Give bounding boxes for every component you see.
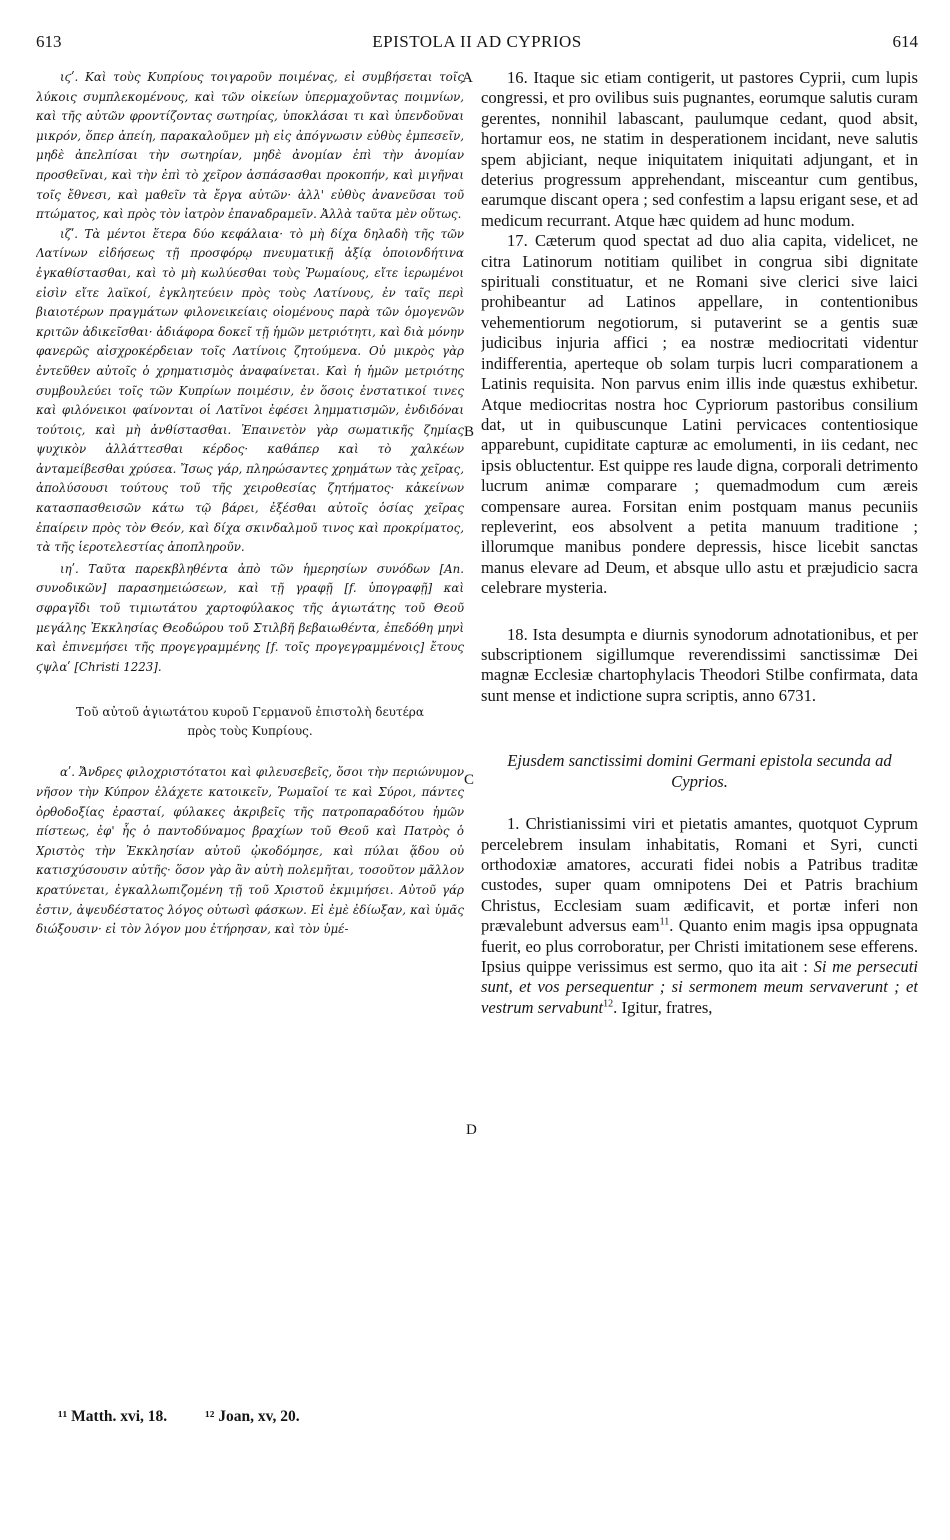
greek-section-16: ιϛʹ. Καὶ τοὺς Κυπρίους τοιγαροῦν ποιμένας, εἰ συμβήσεται τοῖς λύκοις συμπλεκομένους, καὶ τῶν οἰκείων ὑπερμαχοῦντας ποιμνίων, καὶ τῆς αὐτῶν φροντίζοντας σωτηρίας, ὑποκλάσαι τι καὶ ὑπενδοῦναι μικρόν, ὅπερ ἀπείη, παρακαλοῦμεν μὴ εἰς ἀπόγνωσιν εὐθὺς ἐμπεσεῖν, μηδὲ ἀπελπίσαι τὴν σωτηρίαν, μηδὲ ἀνομίαν ἐπὶ τὴν ἀνομίαν προσθεῖναι, καὶ τὴν ἐπὶ τὸ χεῖρον ἀσπάσασθαι προκοπήν, καὶ μιγῆναι τοῖς ἔθνεσι, καὶ μαθεῖν τὰ ἔργα αὐτῶν· ἀλλ' εὐθὺς ἀνανεῦσαι τοῦ πτώματος, καὶ πρὸς τὸν ἰατρὸν ἐπαναδραμεῖν. Ἀλλὰ ταῦτα μὲν οὕτως. (36, 70, 464, 222)
page-number-right: 614 (892, 32, 918, 51)
latin-scripture-quote: Si me persecuti sunt, et vos persequentur ; si sermonem meum servaverunt ; et vestrum servabunt (481, 957, 918, 1017)
margin-marker-d: D (466, 1122, 477, 1138)
footnote-12: ¹² Joan, xv, 20. (205, 1408, 300, 1425)
latin-section-1-part-c: . Igitur, fratres, (613, 997, 713, 1017)
running-header (36, 32, 918, 58)
margin-marker-c: C (464, 772, 475, 788)
latin-section-1 (481, 814, 918, 1018)
margin-marker-b: B (464, 424, 475, 440)
latin-column (481, 68, 918, 1018)
footnote-ref-12: 12 (603, 998, 614, 1010)
latin-section-16: 16. Itaque sic etiam contigerit, ut pastores Cyprii, cum lupis congressi, et pro ovilibus suis pugnantes, eorumque salutis curam gerentes, nonnihil labascant, paulumque cedant, quod absit, hortamur eos, ne statim in desperationem incidant, neve salutis spem abjiciant, neque iniquitatem iniquitati adjungant, et in deterius progressum apprehendant, misceantur cum gentibus, earumque discant opera ; sed confestim a lapsu erigant sese, et ad medicum recurrant. Atque hæc quidem ad hunc modum. (481, 68, 918, 230)
greek-epistle-title: Τοῦ αὐτοῦ ἁγιωτάτου κυροῦ Γερμανοῦ ἐπιστολὴ δευτέρα πρὸς τοὺς Κυπρίους. (76, 705, 424, 739)
greek-section-18: ιηʹ. Ταῦτα παρεκβληθέντα ἀπὸ τῶν ἡμερησίων συνόδων [Αn. συνοδικῶν] παρασημειώσεων, καὶ τῇ γραφῇ [f. ὑπογραφῇ] καὶ σφραγῖδι τοῦ τιμιωτάτου χαρτοφύλακος τῆς ἁγιωτάτης τοῦ Θεοῦ μεγάλης Ἐκκλησίας Θεοδώρου τοῦ Στιλβῆ βεβαιωθέντα, ἐπεδόθη μηνὶ καὶ ἐπινεμήσει τῆς προγεγραμμένης [f. τοῖς προγεγραμμένοις] ἔτους ϛψλαʹ [Christi 1223]. (36, 561, 464, 674)
footnote-11: ¹¹ Matth. xvi, 18. (58, 1408, 168, 1425)
page-number-left: 613 (36, 32, 62, 51)
margin-marker-a: A (462, 70, 473, 86)
greek-column (36, 68, 464, 940)
running-title: EPISTOLA II AD CYPRIOS (372, 32, 582, 51)
latin-section-1-part-b: . Quanto enim magis ipsa oppugnata fuerit, eo plus corroboratur, per Christi imitationem sese efferens. Ipsius quippe verissimus est sermo, quo ita ait : (481, 916, 918, 977)
latin-section-17: 17. Cæterum quod spectat ad duo alia capita, videlicet, ne citra Latinorum notitiam quilibet in congrua sibi dignitate spirituali constituatur, et ne Romani sive clerici sive laici prohibeantur ad Latinos appellare, in contentionibus vehementiorum negotiorum, si putaverint se a gentis suæ judicibus injuria affici ; ea nostræ mediocritati videntur indifferentia, aperteque ob solam turpis lucri comparationem a Latinis requisita. Non parvus enim illis inde quæstus exhibetur. Atque mediocritas nostra hoc Cypriorum pastoribus consilium dat, ut in quibuscunque Latini pervicaces contentiosique apparebunt, cupiditate capturæ ac emolumenti, in iis cedant, nec ipsis obluctentur. Est quippe res laude digna, corporali detrimento lucrum animæ comparare ; quemadmodum cum æreis compensare aurea. Forsitan enim postquam manus pecuniis repleverint, eos absolvent a petita manuum traditione ; illorumque manibus pondere depressis, hisce licebit sanctas manus elevare ad Deum, et absque ullo astu et præjudicio sacra celebrare mysteria. (481, 231, 918, 598)
latin-epistle-title: Ejusdem sanctissimi domini Germani epistola secunda ad Cyprios. (507, 751, 892, 792)
footnotes (58, 1408, 658, 1426)
latin-section-18: 18. Ista desumpta e diurnis synodorum adnotationibus, et per subscriptionem sigillumque reverendissimi sanctissimæ Dei magnæ Ecclesiæ chartophylacis Theodori Stilbe confirmata, data sunt mense et indictione supra scriptis, anno 6731. (481, 624, 918, 705)
greek-section-17: ιζʹ. Τὰ μέντοι ἕτερα δύο κεφάλαια· τὸ μὴ δίχα δηλαδὴ τῆς τῶν Λατίνων εἰδήσεως τῇ προσφόρῳ πνευματικῇ ἀξίᾳ ὁποιονδήτινα ἐγκαθίστασθαι, καὶ τὸ μὴ κωλύεσθαι τοὺς Ῥωμαίους, εἴτε ἱερωμένοι εἰσὶν εἴτε λαϊκοί, ἐγκλητεύειν πρὸς τοὺς Λατίνους, ἐν ταῖς περὶ βιαιοτέρων πραγμάτων φιλονεικείαις οἰομένους παρὰ τῶν ὁμογενῶν κριτῶν ἀδικεῖσθαι· ἀδιάφορα δοκεῖ τῇ ἡμῶν μετριότητι, καὶ διὰ μόνην φανερῶς αἰσχροκέρδειαν τοῖς Λατίνοις ζητούμενα. Οὐ μικρὸς γὰρ ἐντεῦθεν αὐτοῖς ὁ χρηματισμὸς ἀναφαίνεται. Καὶ ἡ ἡμῶν μετριότης συμβουλεύει τοῖς τῶν Κυπρίων ποιμέσιν, ἐν ὅσοις ἐνστατικοί τινες καὶ φιλόνεικοι φαίνονται οἱ Λατῖνοι ἐφέσει λημματισμῶν, ἐνδιδόναι τούτοις, καὶ μὴ ἀνθίστασθαι. Ἐπαινετὸν γὰρ σωματικῆς ζημίας ψυχικὸν ἀλλάττεσθαι κέρδος· καθάπερ καὶ τὸ χαλκέων ἀνταμείβεσθαι χρύσεα. Ἴσως γάρ, πληρώσαντες χρημάτων τὰς χεῖρας, ἀπολύσουσι τούτους τοῦ τῆς χειροθεσίας ζητήματος· κἀκείνων κατασπασθεισῶν κάτω τῷ βάρει, ἐξέσθαι αὐτοῖς ὁσίας χεῖρας ἐπαίρειν πρὸς τὸν Θεόν, καὶ δίχα σκινδαλμοῦ τινος καὶ προκρίματος, τὰ τῆς ἱεροτελεστίας ἀποπληροῦν. (36, 226, 464, 555)
latin-section-1-part-a: 1. Christianissimi viri et pietatis amantes, quotquot Cyprum percelebrem insulam inhabitatis, Romani et Syri, cuncti orthodoxiæ amatores, accurati fidei nobis a Patribus traditæ custodes, super quam omnipotens Dei et Patris brachium Christus, Ecclesiam suam ædificavit, et portæ inferi non prævalebunt adversus eam (481, 814, 918, 936)
footnote-ref-11: 11 (659, 916, 670, 928)
greek-section-1: αʹ. Ἄνδρες φιλοχριστότατοι καὶ φιλευσεβεῖς, ὅσοι τὴν περιώνυμον νῆσον τὴν Κύπρον ἐλάχετε κατοικεῖν, Ῥωμαῖοί τε καὶ Σύροι, πάντες ὀρθοδοξίας ἐρασταί, φύλακες ἀκριβεῖς τῆς πατροπαραδότου ἡμῶν πίστεως, ἐφ' ἧς ὁ παντοδύναμος βραχίων τοῦ Θεοῦ καὶ Πατρὸς ὁ Χριστὸς τὴν Ἐκκλησίαν αὐτοῦ ᾠκοδόμησε, καὶ πύλαι ᾅδου οὐ κατισχύσουσιν αὐτῆς· ὅσον γὰρ ἂν αὐτὴ πολεμῆται, τοσοῦτον μᾶλλον κρατύνεται, ἐγκαλλωπιζομένη τῇ τοῦ Χριστοῦ ἐκμιμήσει. Αὐτοῦ γάρ ἐστιν, ἀψευδέστατος λόγος οὑτωσὶ φάσκων. Εἰ ἐμὲ ἐδίωξαν, καὶ ὑμᾶς διώξουσιν· εἰ τὸν λόγον μου ἐτήρησαν, καὶ τὸν ὑμέ- (36, 765, 464, 937)
